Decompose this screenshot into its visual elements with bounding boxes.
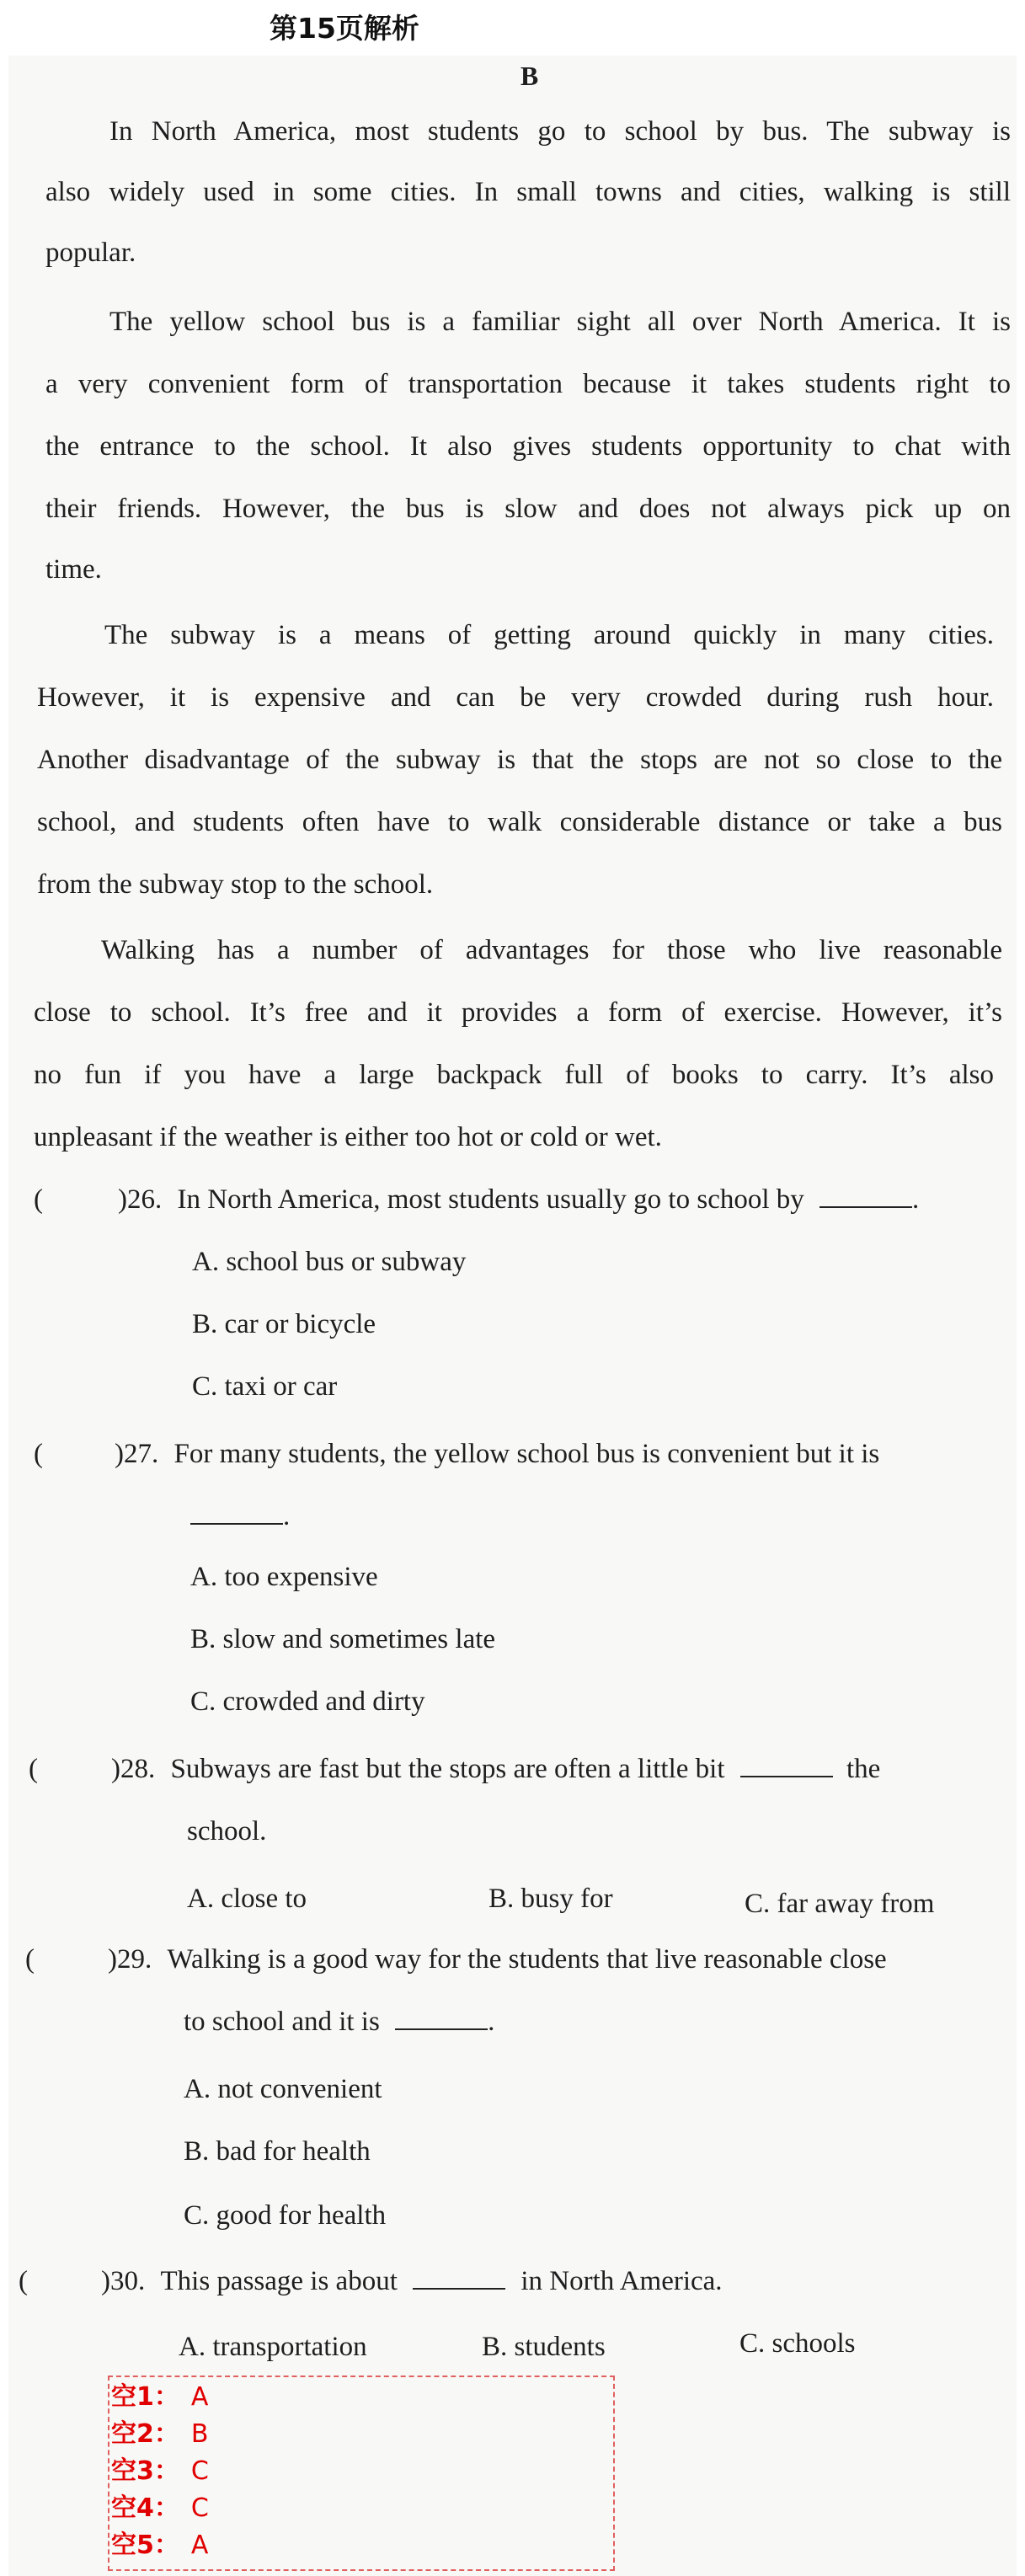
- question-number: )29.: [108, 1944, 152, 1975]
- option-a: A. close to: [187, 1884, 307, 1914]
- option-a: A. too expensive: [190, 1562, 378, 1592]
- option-c: C. crowded and dirty: [190, 1686, 425, 1717]
- passage-line: a very convenient form of transportation because it takes students right to: [45, 369, 1011, 399]
- passage-line: The yellow school bus is a familiar sight all over North America. It is: [109, 307, 1011, 337]
- option-c: C. taxi or car: [192, 1371, 338, 1402]
- option-c: C. far away from: [745, 1889, 935, 1919]
- question-number: )30.: [101, 2266, 146, 2296]
- passage-line: school, and students often have to walk considerable distance or take a bus: [37, 807, 1002, 837]
- question-30: [101, 2264, 723, 2298]
- answer-blank: [395, 2005, 488, 2030]
- answer-row: [111, 2381, 208, 2414]
- passage-line: However, it is expensive and can be very crowded during rush hour.: [37, 682, 994, 713]
- question-stem: to school and it is: [184, 2007, 380, 2037]
- question-26: [118, 1183, 919, 1216]
- question-29: [108, 1943, 887, 1976]
- answer-value: C: [190, 2493, 209, 2523]
- question-number: )27.: [115, 1439, 159, 1469]
- answer-paren-28: (: [29, 1754, 38, 1784]
- question-end: .: [912, 1184, 920, 1215]
- page-title: 第15页解析: [270, 12, 419, 45]
- question-28-continued: school.: [187, 1816, 267, 1846]
- question-29-continued: [184, 2005, 494, 2039]
- answer-label: 空4：: [111, 2493, 179, 2523]
- passage-line: The subway is a means of getting around quickly in many cities.: [104, 620, 994, 650]
- option-a: A. school bus or subway: [192, 1247, 467, 1277]
- answer-row: [111, 2418, 208, 2451]
- answer-row: [111, 2492, 209, 2525]
- question-number: )26.: [118, 1184, 163, 1215]
- answer-row: [111, 2455, 209, 2488]
- question-end: .: [283, 1501, 291, 1531]
- question-stem: This passage is about: [160, 2266, 398, 2296]
- answer-label: 空1：: [111, 2382, 179, 2412]
- question-27: [115, 1437, 879, 1471]
- option-a: A. not convenient: [184, 2074, 382, 2104]
- answer-blank: [740, 1752, 833, 1777]
- answer-value: A: [190, 2382, 209, 2412]
- option-b: B. car or bicycle: [192, 1309, 376, 1339]
- passage-line: no fun if you have a large backpack full of books to carry. It’s also: [34, 1060, 994, 1090]
- question-stem: In North America, most students usually go to school by: [177, 1184, 804, 1215]
- answer-label: 空2：: [111, 2419, 179, 2449]
- section-letter: B: [520, 61, 539, 91]
- passage-line: time.: [45, 554, 102, 585]
- passage-line: Walking has a number of advantages for those who live reasonable: [101, 935, 1002, 965]
- option-b: B. bad for health: [184, 2136, 371, 2167]
- passage-line: the entrance to the school. It also gives students opportunity to chat with: [45, 431, 1011, 462]
- answer-blank: [413, 2264, 505, 2290]
- question-stem: For many students, the yellow school bus is convenient but it is: [174, 1439, 880, 1469]
- question-27-continued: [190, 1499, 290, 1533]
- passage-line: from the subway stop to the school.: [37, 869, 434, 900]
- option-b: B. students: [482, 2332, 606, 2362]
- answer-label: 空5：: [111, 2531, 179, 2560]
- passage-line: Another disadvantage of the subway is that the stops are not so close to the: [37, 745, 1002, 775]
- answer-paren-26: (: [34, 1184, 43, 1215]
- answer-paren-27: (: [34, 1439, 43, 1469]
- question-end: .: [488, 2007, 495, 2037]
- answer-blank: [819, 1183, 912, 1208]
- option-c: C. schools: [739, 2328, 856, 2359]
- answer-blank: [190, 1499, 283, 1525]
- passage-line: their friends. However, the bus is slow and does not always pick up on: [45, 494, 1011, 524]
- passage-line: In North America, most students go to school by bus. The subway is: [109, 116, 1011, 147]
- question-stem: Subways are fast but the stops are often a little bit: [170, 1754, 725, 1784]
- passage-line: popular.: [45, 238, 136, 268]
- option-c: C. good for health: [184, 2200, 387, 2231]
- answer-value: C: [190, 2456, 209, 2486]
- question-stem-after: in North America.: [521, 2266, 723, 2296]
- passage-line: unpleasant if the weather is either too hot or cold or wet.: [34, 1122, 662, 1152]
- passage-line: also widely used in some cities. In small towns and cities, walking is still: [45, 177, 1011, 207]
- answer-row: [111, 2529, 208, 2563]
- question-stem: Walking is a good way for the students that live reasonable close: [167, 1944, 887, 1975]
- question-28: [111, 1752, 880, 1786]
- answer-paren-30: (: [19, 2266, 28, 2296]
- answer-value: B: [190, 2419, 209, 2449]
- option-a: A. transportation: [179, 2332, 367, 2362]
- option-b: B. slow and sometimes late: [190, 1624, 496, 1654]
- question-number: )28.: [111, 1754, 156, 1784]
- option-b: B. busy for: [488, 1884, 613, 1914]
- answer-label: 空3：: [111, 2456, 179, 2486]
- question-stem-after: the: [846, 1754, 881, 1784]
- answer-paren-29: (: [25, 1944, 35, 1975]
- answer-value: A: [190, 2531, 209, 2560]
- passage-line: close to school. It’s free and it provides a form of exercise. However, it’s: [34, 997, 1002, 1028]
